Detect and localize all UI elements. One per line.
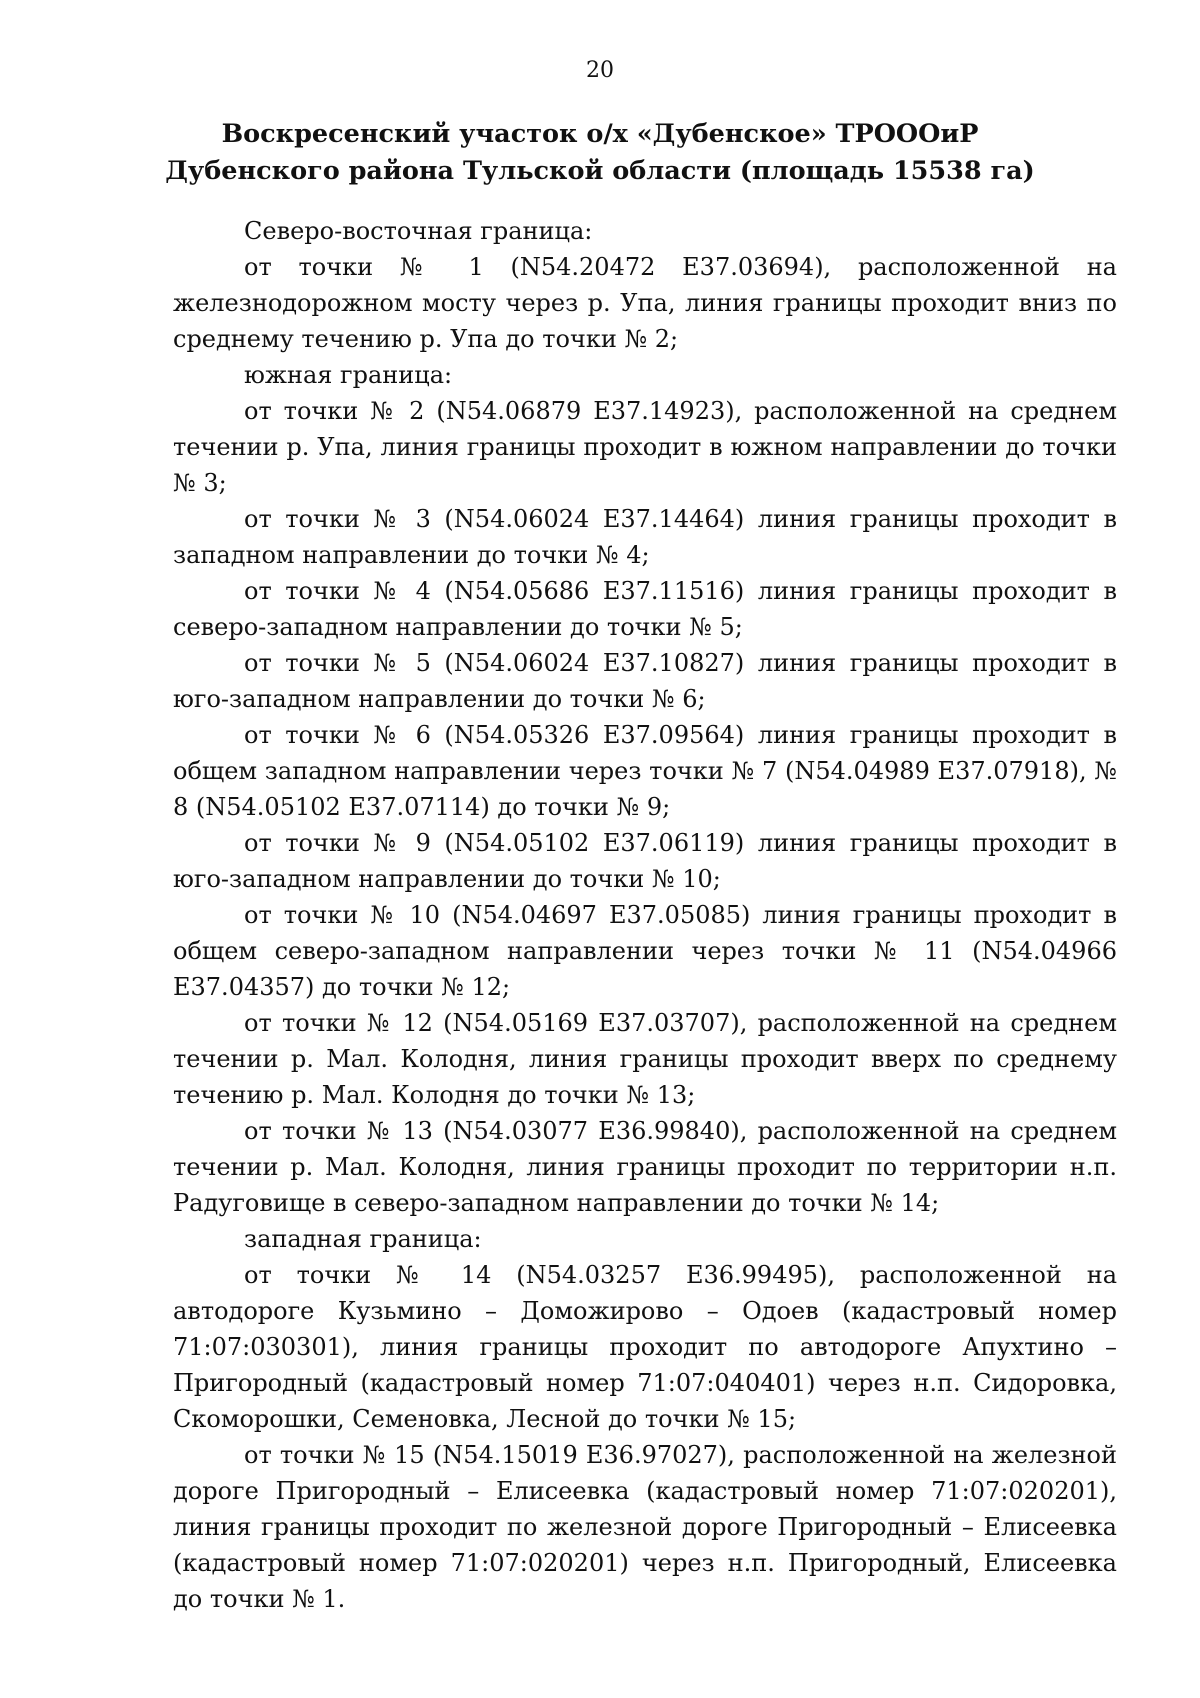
boundary-paragraph-point-14: от точки № 14 (N54.03257 E36.99495), расположенной на автодороге Кузьмино – Доможирово – Одоев (кадастровый номер 71:07:030301), линия границы проходит по автодороге Апухтино – Пригородный (кадастровый номер 71:07:040401) через н.п. Сидоровка, Скоморошки, Семеновка, Лесной до точки № 15; — [173, 1261, 1117, 1433]
boundary-paragraph-point-9: от точки № 9 (N54.05102 E37.06119) линия границы проходит в юго-западном направлении до точки № 10; — [173, 829, 1117, 893]
section-heading-west-border: западная граница: — [244, 1225, 482, 1253]
boundary-paragraph-point-12: от точки № 12 (N54.05169 E37.03707), расположенной на среднем течении р. Мал. Колодня, линия границы проходит вверх по среднему течению р. Мал. Колодня до точки № 13; — [173, 1009, 1117, 1109]
document-body — [173, 213, 1117, 1617]
boundary-paragraph-point-15: от точки № 15 (N54.15019 E36.97027), расположенной на железной дороге Пригородный – Елисеевка (кадастровый номер 71:07:020201), линия границы проходит по железной дороге Пригородный – Елисеевка (кадастровый номер 71:07:020201) через н.п. Пригородный, Елисеевка до точки № 1. — [173, 1441, 1117, 1613]
boundary-paragraph-point-3: от точки № 3 (N54.06024 E37.14464) линия границы проходит в западном направлении до точки № 4; — [173, 505, 1117, 569]
boundary-paragraph-point-13: от точки № 13 (N54.03077 E36.99840), расположенной на среднем течении р. Мал. Колодня, линия границы проходит по территории н.п. Радуговище в северо-западном направлении до точки № 14; — [173, 1117, 1117, 1217]
boundary-paragraph-point-10: от точки № 10 (N54.04697 E37.05085) линия границы проходит в общем северо-западном направлении через точки № 11 (N54.04966 E37.04357) до точки № 12; — [173, 901, 1117, 1001]
document-title-line-1: Воскресенский участок о/х «Дубенское» ТРОООиР — [221, 119, 979, 149]
section-heading-south-border: южная граница: — [244, 361, 453, 389]
page-number: 20 — [586, 58, 614, 83]
boundary-paragraph-point-4: от точки № 4 (N54.05686 E37.11516) линия границы проходит в северо-западном направлении до точки № 5; — [173, 577, 1117, 641]
boundary-paragraph-point-1: от точки № 1 (N54.20472 E37.03694), расположенной на железнодорожном мосту через р. Упа, линия границы проходит вниз по среднему течению р. Упа до точки № 2; — [173, 253, 1117, 353]
boundary-paragraph-point-5: от точки № 5 (N54.06024 E37.10827) линия границы проходит в юго-западном направлении до точки № 6; — [173, 649, 1117, 713]
boundary-paragraph-point-2: от точки № 2 (N54.06879 E37.14923), расположенной на среднем течении р. Упа, линия границы проходит в южном направлении до точки № 3; — [173, 397, 1117, 497]
boundary-paragraph-point-6: от точки № 6 (N54.05326 E37.09564) линия границы проходит в общем западном направлении через точки № 7 (N54.04989 E37.07918), № 8 (N54.05102 E37.07114) до точки № 9; — [173, 721, 1117, 821]
document-title-line-2: Дубенского района Тульской области (площадь 15538 га) — [165, 156, 1035, 186]
section-heading-northeast-border: Северо-восточная граница: — [244, 217, 593, 245]
document-title — [140, 116, 1060, 190]
